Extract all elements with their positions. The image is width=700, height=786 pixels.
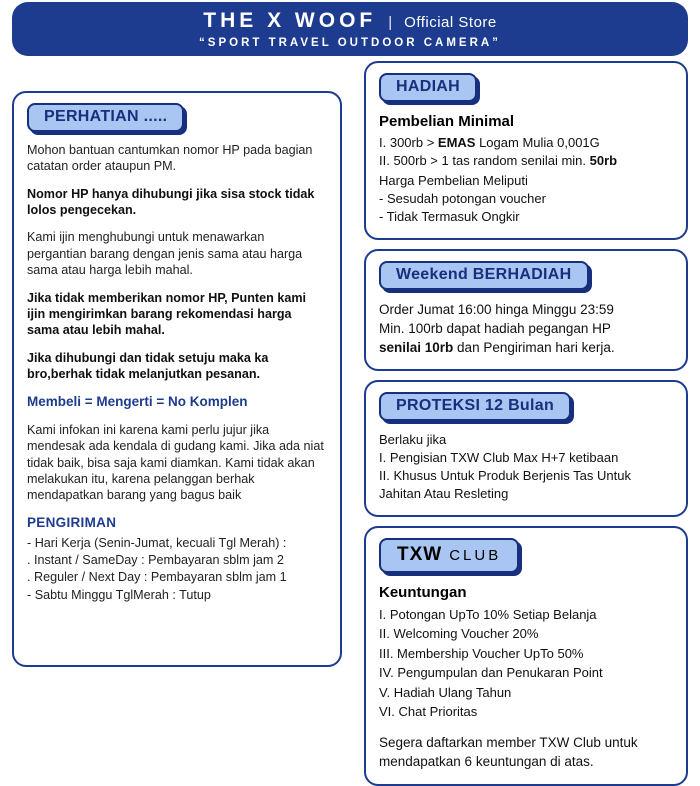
txw-logo-text: TXW [397,543,443,565]
club-benefit: I. Potongan UpTo 10% Setiap Belanja [379,606,597,622]
title-separator: | [388,14,393,31]
hadiah-chip: HADIAH [379,73,477,102]
perhatian-note-phone: Mohon bantuan cantumkan nomor HP pada bagian catatan order ataupun PM. [27,143,313,174]
perhatian-note-cancel: Jika dihubungi dan tidak setuju maka ka bro,berhak tidak melanjutkan pesanan. [27,350,269,381]
pengiriman-line: - Sabtu Minggu TglMerah : Tutup [27,587,211,602]
txw-club-chip [379,538,519,573]
hadiah-tier-1 [379,134,673,152]
proteksi-condition-list [379,449,673,503]
perhatian-panel [12,91,342,667]
weekend-schedule: Order Jumat 16:00 hinga Minggu 23:59 [379,301,614,317]
hadiah-subtitle: Pembelian Minimal [379,113,515,130]
txw-club-panel [364,526,688,786]
hadiah-tier-2 [379,152,673,170]
perhatian-note-no-phone: Jika tidak memberikan nomor HP, Punten kami ijin mengirimkan barang rekomendasi harga sama atau lebih mahal. [27,290,307,338]
store-title: THE X WOOF [203,9,377,32]
club-word: CLUB [449,546,502,564]
proteksi-panel [364,380,688,517]
club-benefit: II. Welcoming Voucher 20% [379,626,539,642]
hadiah-tier-1-text: I. 300rb > [379,135,438,150]
content-columns [12,61,688,786]
hadiah-panel [364,61,688,240]
hadiah-tier-1-highlight: EMAS [437,135,476,150]
perhatian-note-contact-condition: Nomor HP hanya dihubungi jika sisa stock tidak lolos pengecekan. [27,186,315,218]
pengiriman-lines [27,535,327,605]
weekend-panel [364,249,688,371]
proteksi-intro: Berlaku jika [379,432,447,448]
club-signup-note: Segera daftarkan member TXW Club untuk mendapatkan 6 keuntungan di atas. [379,734,638,769]
left-column [12,61,342,667]
hadiah-tier-2-highlight: 50rb [589,152,618,168]
store-subtitle: Official Store [404,14,497,31]
store-header-title-row [203,9,497,33]
hadiah-meliputi: Harga Pembelian Meliputi [379,172,528,188]
perhatian-note-honesty: Kami infokan ini karena kami perlu jujur jika mendesak ada kendala di gudang kami. Jika ada niat tidak baik, bisa saja kami diamkan. Kami tidak akan melakukan itu, karena pelanggan berhak mendapatkan barang yang bagus baik [27,422,324,503]
store-header [12,2,688,56]
hadiah-tier-2-text: II. 500rb > 1 tas random senilai min. [379,152,590,168]
weekend-chip: Weekend BERHADIAH [379,261,589,290]
perhatian-chip: PERHATIAN ..... [27,103,184,132]
weekend-prize-highlight: senilai 10rb [379,340,454,355]
club-benefit: V. Hadiah Ulang Tahun [379,684,512,700]
proteksi-chip: PROTEKSI 12 Bulan [379,392,571,421]
hadiah-item: - Tidak Termasuk Ongkir [379,208,520,224]
hadiah-tier-1-suffix: Logam Mulia 0,001G [475,135,600,150]
right-column [364,61,688,786]
club-benefits-title: Keuntungan [379,583,467,601]
perhatian-note-replacement: Kami ijin menghubungi untuk menawarkan pergantian barang dengan jenis sama atau harga sama atau harga lebih mahal. [27,230,303,278]
weekend-minimum: Min. 100rb dapat hadiah pegangan HP [379,320,611,336]
weekend-prize [379,338,673,357]
pengiriman-line: . Instant / SameDay : Pembayaran sblm jam 2 [27,553,284,568]
pengiriman-title: PENGIRIMAN [27,514,117,530]
club-benefit: III. Membership Voucher UpTo 50% [379,645,584,661]
proteksi-condition: II. Khusus Untuk Produk Berjenis Tas Untuk Jahitan Atau Resleting [379,468,631,501]
club-benefit: IV. Pengumpulan dan Penukaran Point [379,665,603,681]
perhatian-motto: Membeli = Mengerti = No Komplen [27,394,248,410]
store-tagline: “SPORT TRAVEL OUTDOOR CAMERA” [199,37,501,49]
hadiah-item: - Sesudah potongan voucher [379,190,546,206]
proteksi-condition: I. Pengisian TXW Club Max H+7 ketibaan [379,450,619,466]
hadiah-item-list [379,190,673,226]
weekend-prize-suffix: dan Pengiriman hari kerja. [453,340,615,355]
club-benefit-list [379,605,673,722]
club-benefit: VI. Chat Prioritas [379,704,478,720]
pengiriman-line: . Reguler / Next Day : Pembayaran sblm jam 1 [27,570,287,585]
pengiriman-line: - Hari Kerja (Senin-Jumat, kecuali Tgl Merah) : [27,535,287,550]
